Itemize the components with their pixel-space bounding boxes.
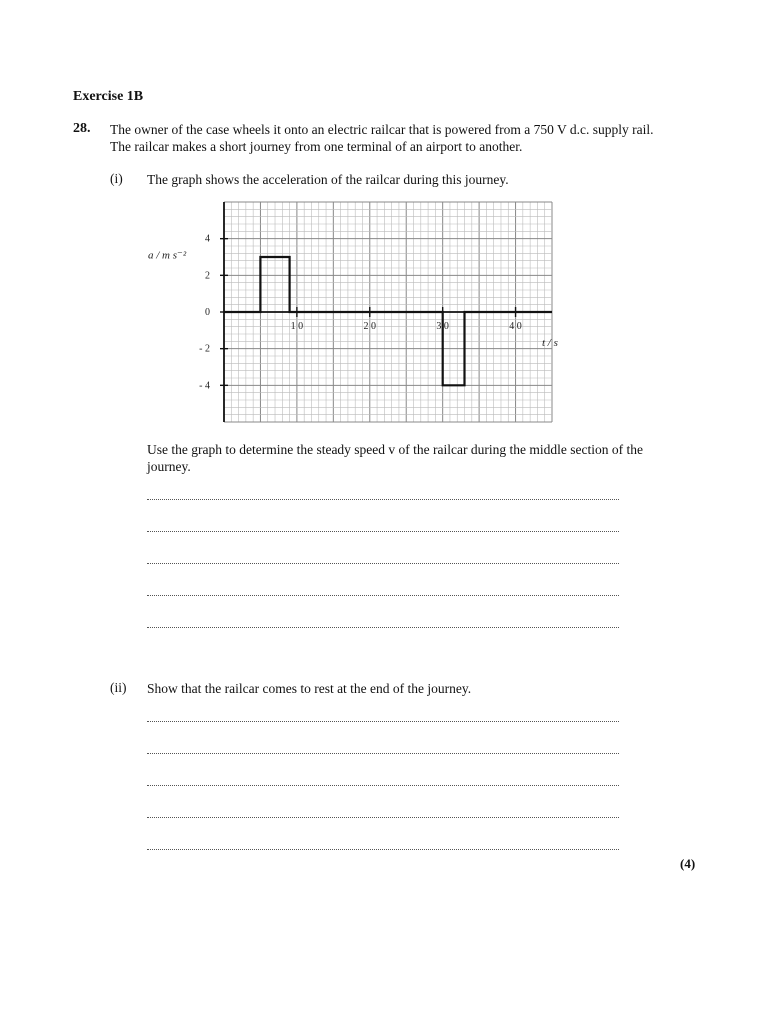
y-tick-label: 2 bbox=[205, 270, 210, 282]
answer-line[interactable] bbox=[147, 595, 619, 596]
y-tick-label: - 4 bbox=[199, 380, 210, 392]
exercise-title: Exercise 1B bbox=[73, 89, 144, 104]
answer-line[interactable] bbox=[147, 785, 619, 786]
y-axis-label: a / m s⁻² bbox=[148, 249, 187, 262]
x-tick-label: 3 0 bbox=[436, 321, 449, 332]
acceleration-series bbox=[224, 257, 552, 385]
x-tick-label: 4 0 bbox=[509, 321, 522, 332]
part-i-intro: The graph shows the acceleration of the railcar during this journey. bbox=[147, 172, 509, 187]
x-tick-label: 2 0 bbox=[363, 321, 377, 332]
answer-line[interactable] bbox=[147, 721, 619, 722]
y-tick-label: 4 bbox=[205, 233, 210, 245]
answer-line[interactable] bbox=[147, 499, 619, 500]
question-number: 28. bbox=[73, 121, 91, 136]
part-ii-question: Show that the railcar comes to rest at the end of the journey. bbox=[147, 681, 472, 696]
x-tick-label: 1 0 bbox=[290, 321, 304, 332]
answer-line[interactable] bbox=[147, 753, 619, 754]
question-text: The owner of the case wheels it onto an electric railcar that is powered from a 750 V d.c. supply rail. The railcar makes a short journey from one terminal of an airport to another. bbox=[110, 122, 654, 154]
part-i-label: (i) bbox=[110, 171, 123, 186]
marks-total: (4) bbox=[680, 856, 696, 871]
y-tick-label: - 2 bbox=[199, 343, 210, 355]
answer-line[interactable] bbox=[147, 563, 619, 564]
answer-line[interactable] bbox=[147, 627, 619, 628]
acceleration-time-graph bbox=[140, 195, 580, 435]
acceleration-line bbox=[224, 257, 552, 385]
x-axis-label: t / s bbox=[542, 337, 558, 349]
answer-line[interactable] bbox=[147, 849, 619, 850]
part-ii-label: (ii) bbox=[110, 680, 127, 695]
answer-line[interactable] bbox=[147, 817, 619, 818]
y-tick-label: 0 bbox=[205, 307, 210, 318]
part-i-question: Use the graph to determine the steady speed v of the railcar during the middle section of the journey. bbox=[147, 442, 643, 474]
answer-line[interactable] bbox=[147, 531, 619, 532]
